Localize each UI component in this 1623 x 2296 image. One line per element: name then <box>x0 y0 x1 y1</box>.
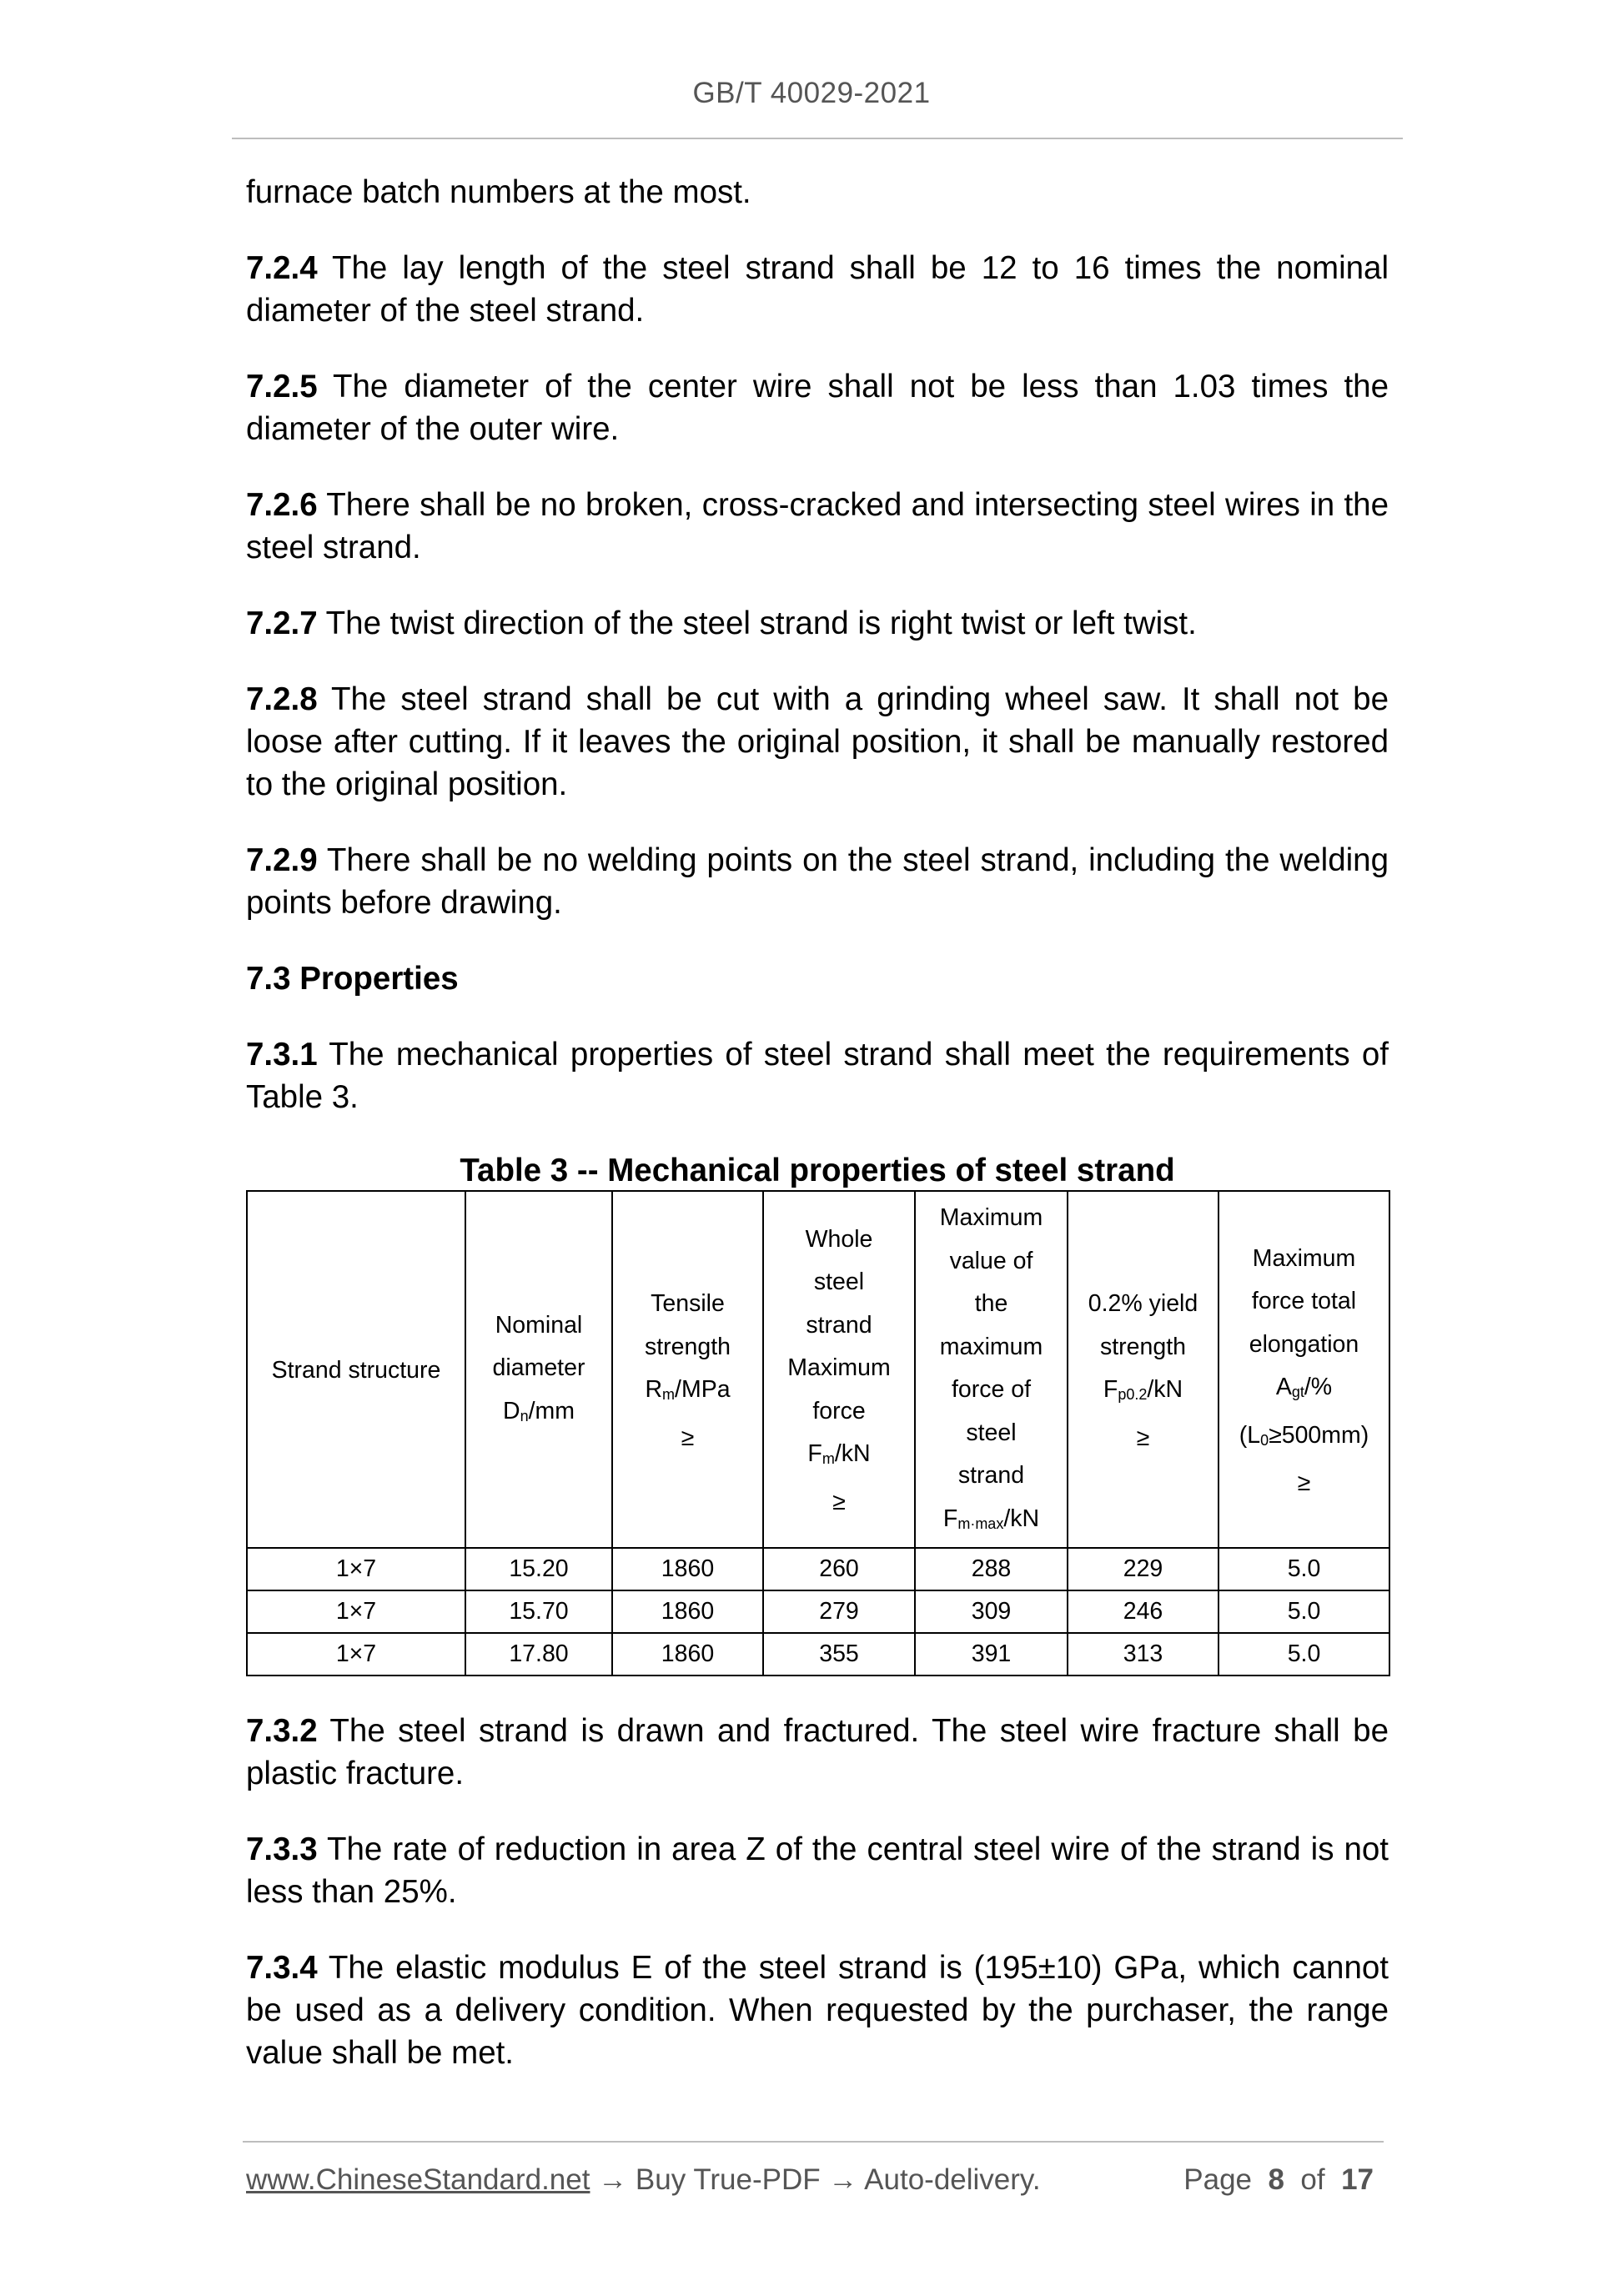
header-max-value-of-max-force: Maximum value of the maximum force of steel strand Fm·max/kN <box>915 1191 1068 1548</box>
cell-max-force: 355 <box>763 1633 915 1676</box>
cell-elongation: 5.0 <box>1219 1633 1389 1676</box>
clause-7-3-4 <box>246 1947 1389 2074</box>
clause-number: 7.3.2 <box>246 1713 318 1749</box>
document-id: GB/T 40029-2021 <box>692 77 931 109</box>
clause-text: The mechanical properties of steel strand shall meet the requirements of Table 3. <box>246 1037 1389 1115</box>
clause-number: 7.2.9 <box>246 842 318 878</box>
clause-7-3-3 <box>246 1828 1389 1913</box>
page-indicator: Page 8 of 17 <box>1183 2163 1374 2196</box>
table-row <box>247 1633 1389 1676</box>
clause-text: There shall be no welding points on the steel strand, including the welding points before drawing. <box>246 842 1389 921</box>
clause-7-2-5 <box>246 365 1389 450</box>
clause-number: 7.2.5 <box>246 369 318 404</box>
clause-7-2-9 <box>246 839 1389 924</box>
current-page-number: 8 <box>1268 2163 1284 2196</box>
cell-max-force: 260 <box>763 1548 915 1590</box>
cell-yield: 246 <box>1068 1590 1219 1633</box>
total-pages: 17 <box>1341 2163 1374 2196</box>
clause-text: The lay length of the steel strand shall be 12 to 16 times the nominal diameter of the steel strand. <box>246 250 1389 329</box>
header-tensile-strength: Tensile strength Rm/MPa ≥ <box>612 1191 763 1548</box>
cell-max-value: 391 <box>915 1633 1068 1676</box>
cell-max-value: 309 <box>915 1590 1068 1633</box>
cell-yield: 313 <box>1068 1633 1219 1676</box>
cell-structure: 1×7 <box>247 1590 465 1633</box>
footer-tagline: → Buy True-PDF → Auto-delivery. <box>590 2163 1041 2196</box>
clause-number: 7.3.1 <box>246 1037 318 1073</box>
cell-tensile: 1860 <box>612 1590 763 1633</box>
cell-diameter: 17.80 <box>465 1633 612 1676</box>
header-divider <box>232 138 1403 139</box>
cell-elongation: 5.0 <box>1219 1590 1389 1633</box>
page-header <box>0 77 1623 110</box>
cell-elongation: 5.0 <box>1219 1548 1389 1590</box>
cell-structure: 1×7 <box>247 1548 465 1590</box>
table-row <box>247 1548 1389 1590</box>
clause-number: 7.2.4 <box>246 250 318 286</box>
clause-number: 7.2.7 <box>246 605 318 641</box>
header-nominal-diameter: Nominal diameter Dn/mm <box>465 1191 612 1548</box>
page-footer <box>246 2163 1380 2197</box>
clause-7-2-8 <box>246 678 1389 806</box>
header-whole-strand-max-force: Whole steel strand Maximum force Fm/kN ≥ <box>763 1191 915 1548</box>
cell-max-value: 288 <box>915 1548 1068 1590</box>
clause-text: The diameter of the center wire shall not be less than 1.03 times the diameter of the outer wire. <box>246 369 1389 447</box>
footer-divider <box>243 2141 1384 2143</box>
cell-structure: 1×7 <box>247 1633 465 1676</box>
clause-text: The rate of reduction in area Z of the central steel wire of the strand is not less than 25%. <box>246 1831 1389 1910</box>
clause-text: The steel strand is drawn and fractured. The steel wire fracture shall be plastic fracture. <box>246 1713 1389 1791</box>
header-yield-strength: 0.2% yield strength Fp0.2/kN ≥ <box>1068 1191 1219 1548</box>
cell-diameter: 15.70 <box>465 1590 612 1633</box>
table-row <box>247 1590 1389 1633</box>
site-link[interactable]: www.ChineseStandard.net <box>246 2163 590 2196</box>
cell-tensile: 1860 <box>612 1633 763 1676</box>
clause-text: The twist direction of the steel strand is right twist or left twist. <box>317 605 1197 641</box>
header-strand-structure: Strand structure <box>247 1191 465 1548</box>
cell-max-force: 279 <box>763 1590 915 1633</box>
clause-7-2-7 <box>246 602 1389 645</box>
clause-text: There shall be no broken, cross-cracked and intersecting steel wires in the steel strand. <box>246 487 1389 565</box>
clause-text: The steel strand shall be cut with a grinding wheel saw. It shall not be loose after cutting. If it leaves the original position, it shall be manually restored to the original position. <box>246 681 1389 802</box>
clause-number: 7.2.8 <box>246 681 318 717</box>
page-content <box>246 171 1389 2108</box>
table-header-row <box>247 1191 1389 1548</box>
cell-tensile: 1860 <box>612 1548 763 1590</box>
clause-number: 7.3.4 <box>246 1950 318 1986</box>
table-3-mechanical-properties <box>246 1190 1390 1676</box>
paragraph-continuation: furnace batch numbers at the most. <box>246 174 751 210</box>
clause-7-3-1 <box>246 1033 1389 1118</box>
clause-number: 7.2.6 <box>246 487 318 523</box>
cell-diameter: 15.20 <box>465 1548 612 1590</box>
clause-text: The elastic modulus E of the steel strand is (195±10) GPa, which cannot be used as a delivery condition. When requested by the purchaser, the range value shall be met. <box>246 1950 1389 2071</box>
cell-yield: 229 <box>1068 1548 1219 1590</box>
clause-7-2-6 <box>246 484 1389 569</box>
clause-7-3-2 <box>246 1710 1389 1795</box>
clause-7-2-4 <box>246 247 1389 332</box>
clause-number: 7.3.3 <box>246 1831 318 1867</box>
section-heading-7-3: 7.3 Properties <box>246 961 459 997</box>
header-total-elongation: Maximum force total elongation Agt/% (L0≥500mm) ≥ <box>1219 1191 1389 1548</box>
table-3-title: Table 3 -- Mechanical properties of steel strand <box>460 1153 1175 1188</box>
